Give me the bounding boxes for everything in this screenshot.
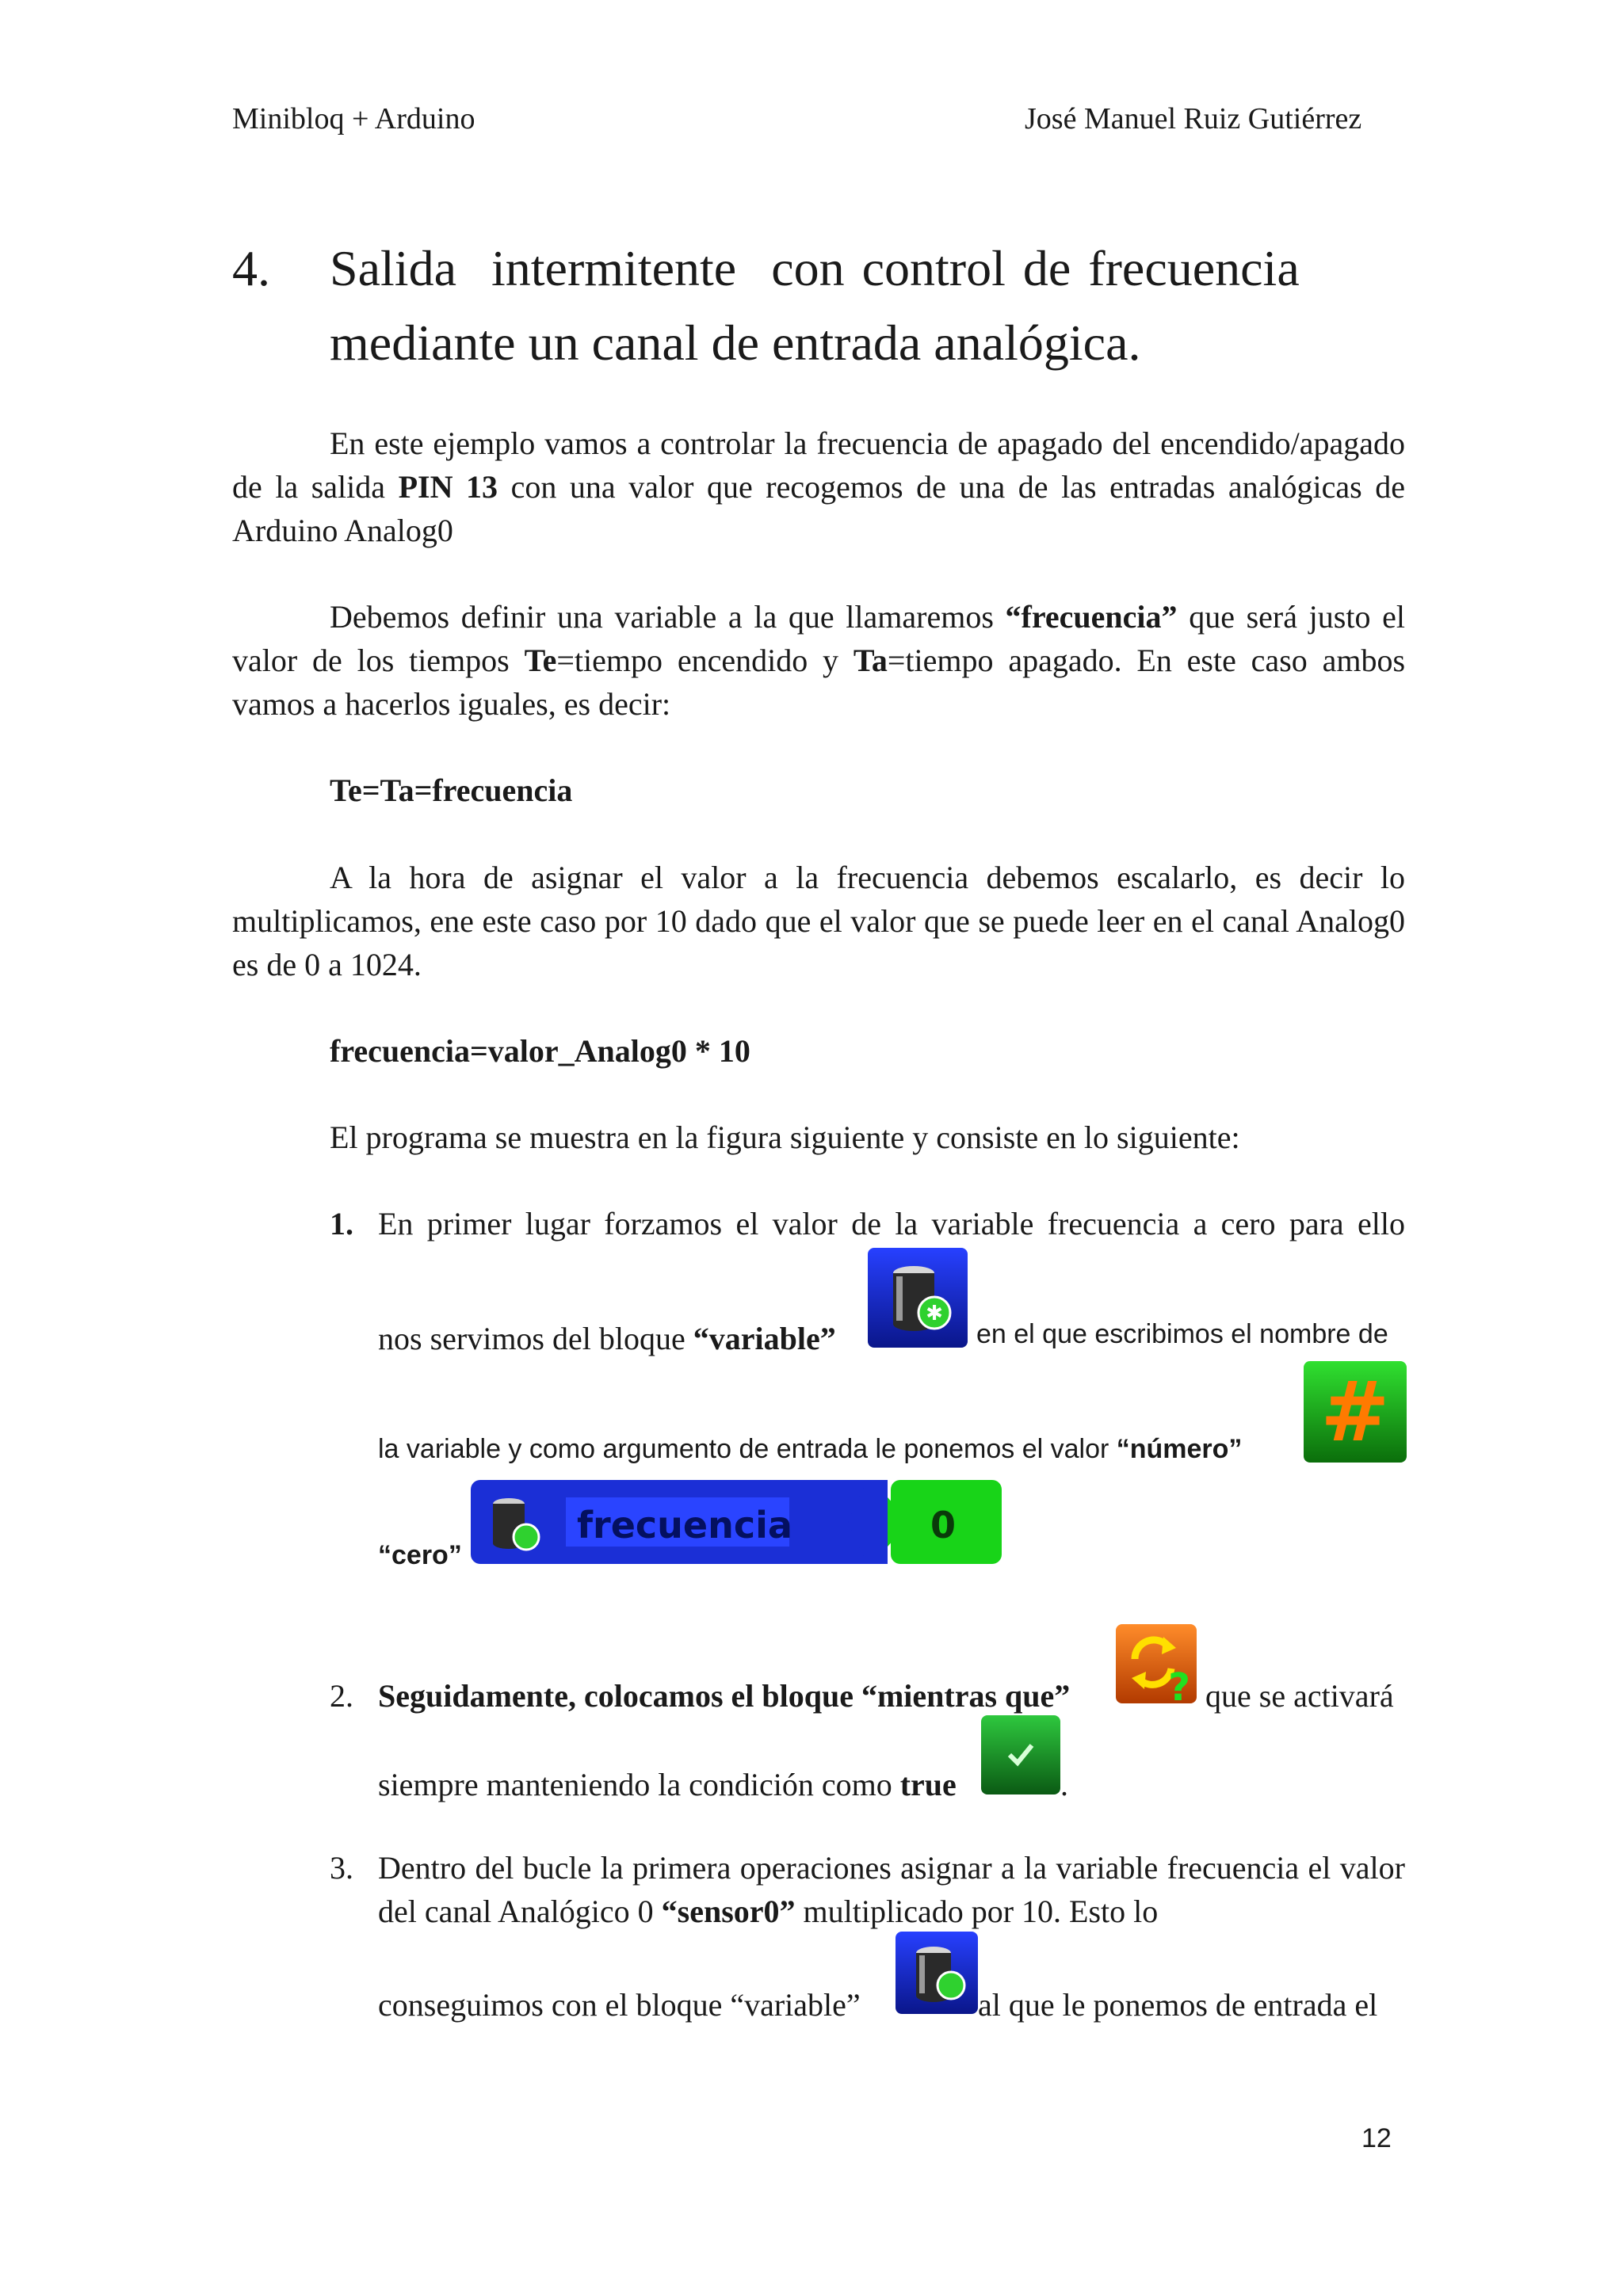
item3-number: 3. <box>330 1850 353 1886</box>
paragraph-variable: Debemos definir una variable a la que llamaremos “frecuencia” que será justo el valor de los tiempos Te=tiempo encendido y Ta=tiempo apagado. En este caso ambos vamos a hacerlos iguales, es decir: <box>232 599 1406 722</box>
item1-line2: nos servimos del bloque “variable” <box>378 1321 836 1356</box>
item2-period: . <box>1060 1767 1068 1802</box>
item3-line3b: al que le ponemos de entrada el <box>978 1987 1378 2023</box>
formula-te-ta: Te=Ta=frecuencia <box>330 772 573 808</box>
section-title-line1: Salida intermitente con control de frecuencia <box>330 240 1300 296</box>
section-number: 4. <box>232 240 270 296</box>
block-number-value: 0 <box>930 1504 957 1547</box>
variable-block-icon <box>868 1248 968 1348</box>
item3-line3a: conseguimos con el bloque “variable” <box>378 1987 861 2023</box>
item1-line3: la variable y como argumento de entrada le ponemos el valor “número” <box>378 1434 1243 1464</box>
item1-cero: “cero” <box>378 1540 462 1570</box>
true-check-icon <box>981 1715 1060 1794</box>
paragraph-scaling: A la hora de asignar el valor a la frecuencia debemos escalarlo, es decir lo multiplicamos, ene este caso por 10 dado que el valor que se puede leer en el canal Analog0 es de 0 a 1024. <box>232 860 1405 982</box>
item2-tail: que se activará <box>1205 1678 1394 1714</box>
block-variable-name: frecuencia <box>577 1504 792 1547</box>
while-loop-icon <box>1116 1624 1197 1703</box>
svg-text:?: ? <box>1168 1665 1190 1703</box>
paragraph-intro: En este ejemplo vamos a controlar la frecuencia de apagado del encendido/apagado de la salida PIN 13 con una valor que recogemos de una de las entradas analógicas de Arduino Analog0 <box>232 425 1406 548</box>
formula-frecuencia: frecuencia=valor_Analog0 * 10 <box>330 1033 750 1069</box>
svg-text:#: # <box>1320 1363 1390 1460</box>
page-number: 12 <box>1361 2123 1392 2153</box>
number-hash-icon <box>1304 1361 1407 1463</box>
item2-number: 2. <box>330 1678 353 1714</box>
item1-line2-sans: en el que escribimos el nombre de <box>976 1319 1388 1349</box>
item1-line1: En primer lugar forzamos el valor de la variable frecuencia a cero para ello <box>378 1206 1405 1241</box>
item2-line2: siempre manteniendo la condición como true <box>378 1767 957 1802</box>
svg-text:✱: ✱ <box>926 1302 943 1325</box>
item3-text: Dentro del bucle la primera operaciones asignar a la variable frecuencia el valor del canal Analógico 0 “sensor0” multiplicado por 10. Esto lo <box>378 1850 1405 1929</box>
variable-block-icon <box>896 1932 978 2014</box>
item2-bold: Seguidamente, colocamos el bloque “mientras que” <box>378 1678 1071 1714</box>
item1-number: 1. <box>330 1206 353 1241</box>
header-right: José Manuel Ruiz Gutiérrez <box>1025 102 1362 135</box>
paragraph-program: El programa se muestra en la figura siguiente y consiste en lo siguiente: <box>330 1119 1240 1155</box>
section-title-line2: mediante un canal de entrada analógica. <box>330 315 1141 371</box>
header-left: Minibloq + Arduino <box>232 102 475 135</box>
